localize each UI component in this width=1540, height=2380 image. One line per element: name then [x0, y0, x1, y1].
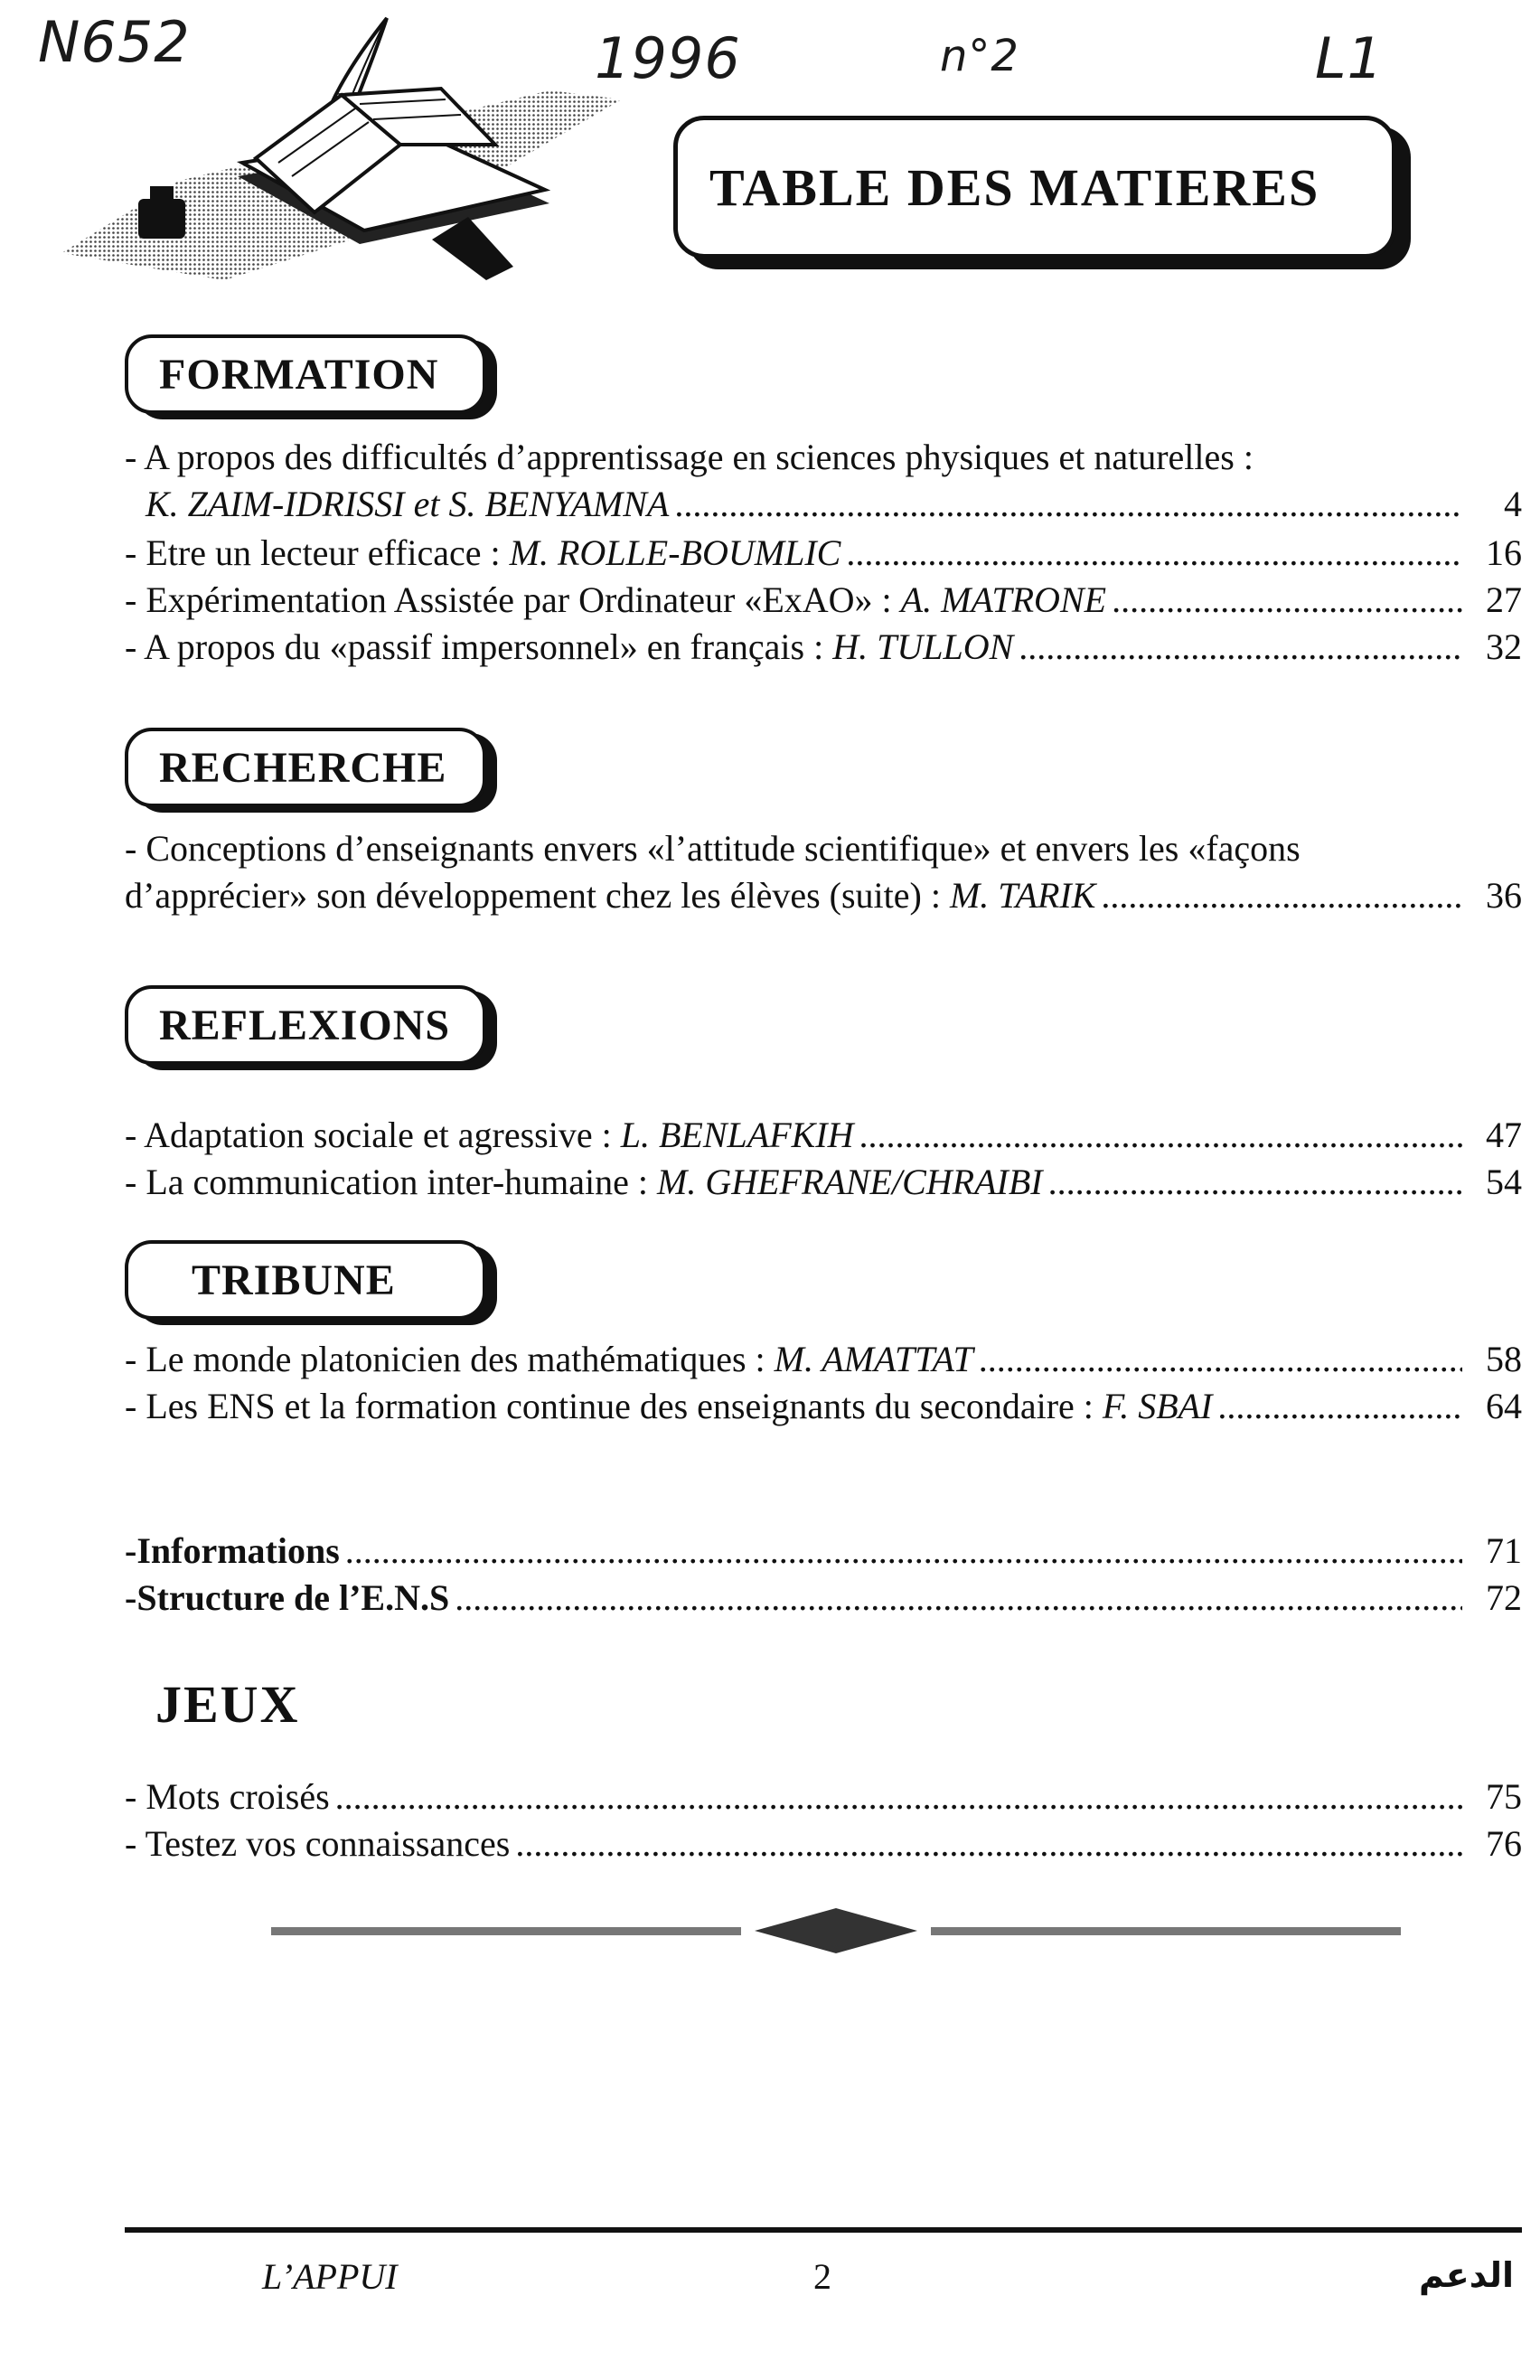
toc-entry [125, 1159, 1522, 1206]
entry-text: - Le monde platonicien des mathématiques : [125, 1339, 765, 1379]
entry-author: M. ROLLE-BOUMLIC [509, 532, 841, 573]
entry-text: Structure de l’E.N.S [136, 1577, 450, 1618]
handwritten-year: 1996 [595, 25, 741, 91]
toc-entry [125, 1112, 1522, 1159]
misc-entries [125, 1528, 1522, 1622]
toc-entry [125, 1820, 1522, 1867]
entry-page: 27 [1486, 579, 1522, 620]
tribune-entries [125, 1336, 1522, 1430]
entry-page: 16 [1486, 532, 1522, 573]
entry-author: H. TULLON [832, 626, 1014, 667]
footer-journal: L’APPUI [262, 2256, 398, 2297]
toc-entry [125, 481, 1522, 528]
entry-prefix: - [125, 1577, 137, 1618]
section-header-formation: FORMATION [125, 334, 486, 414]
reflexions-entries [125, 1112, 1522, 1206]
entry-page: 76 [1486, 1823, 1522, 1864]
open-book-quill-icon [43, 9, 658, 298]
handwritten-issue: n°2 [940, 31, 1019, 81]
entry-text: - Expérimentation Assistée par Ordinateur «ExAO» : [125, 579, 892, 620]
handwritten-code: N652 [38, 9, 191, 75]
entry-page: 4 [1504, 484, 1522, 524]
entry-text: - Les ENS et la formation continue des enseignants du secondaire : [125, 1386, 1094, 1426]
section-header-recherche: RECHERCHE [125, 728, 486, 807]
entry-page: 36 [1486, 875, 1522, 916]
entry-author: A. MATRONE [900, 579, 1107, 620]
recherche-entries [125, 825, 1522, 919]
toc-entry [125, 1773, 1522, 1820]
entry-author: K. ZAIM-IDRISSI et S. BENYAMNA [146, 484, 670, 524]
ornamental-divider [271, 1903, 1401, 1957]
entry-text: - Adaptation sociale et agressive : [125, 1115, 612, 1155]
footer-arabic-title: الدعم [1419, 2255, 1515, 2295]
entry-page: 64 [1486, 1386, 1522, 1426]
section-header-tribune: TRIBUNE [125, 1240, 486, 1320]
toc-entry [125, 577, 1522, 624]
toc-entry [125, 1528, 1522, 1575]
jeux-entries [125, 1773, 1522, 1867]
page-title: TABLE DES MATIERES [673, 116, 1396, 259]
entry-text: - Testez vos connaissances [125, 1823, 511, 1864]
entry-author: M. TARIK [949, 875, 1096, 916]
entry-text: - Mots croisés [125, 1776, 330, 1817]
toc-entry [125, 1336, 1522, 1383]
entry-author: L. BENLAFKIH [620, 1115, 854, 1155]
entry-page: 71 [1486, 1530, 1522, 1571]
entry-text: - La communication inter-humaine : [125, 1162, 649, 1202]
footer-page-number: 2 [813, 2256, 831, 2297]
entry-page: 47 [1486, 1115, 1522, 1155]
entry-text: Informations [136, 1530, 340, 1571]
entry-author: F. SBAI [1102, 1386, 1213, 1426]
entry-page: 58 [1486, 1339, 1522, 1379]
entry-text: - Etre un lecteur efficace : [125, 532, 501, 573]
entry-page: 32 [1486, 626, 1522, 667]
toc-entry-line: - A propos des difficultés d’apprentissage en sciences physiques et naturelles : [125, 437, 1254, 477]
entry-prefix: - [125, 1530, 137, 1571]
section-header-reflexions: REFLEXIONS [125, 985, 486, 1065]
entry-page: 54 [1486, 1162, 1522, 1202]
footer-rule [125, 2227, 1522, 2233]
toc-entry [125, 872, 1522, 919]
toc-entry [125, 1575, 1522, 1622]
toc-entry [125, 530, 1522, 577]
section-header-jeux: JEUX [155, 1675, 300, 1734]
entry-text: d’apprécier» son développement chez les élèves (suite) : [125, 875, 941, 916]
entry-author: M. AMATTAT [774, 1339, 973, 1379]
toc-entry-line: - Conceptions d’enseignants envers «l’attitude scientifique» et envers les «façons [125, 828, 1301, 869]
entry-text: - A propos du «passif impersonnel» en français : [125, 626, 824, 667]
handwritten-mark: L1 [1315, 25, 1384, 91]
entry-author: M. GHEFRANE/CHRAIBI [657, 1162, 1043, 1202]
toc-entry [125, 1383, 1522, 1430]
toc-entry [125, 624, 1522, 671]
entry-page: 75 [1486, 1776, 1522, 1817]
diamond-ornament-icon [755, 1908, 917, 1953]
formation-entries [125, 434, 1522, 671]
entry-page: 72 [1486, 1577, 1522, 1618]
